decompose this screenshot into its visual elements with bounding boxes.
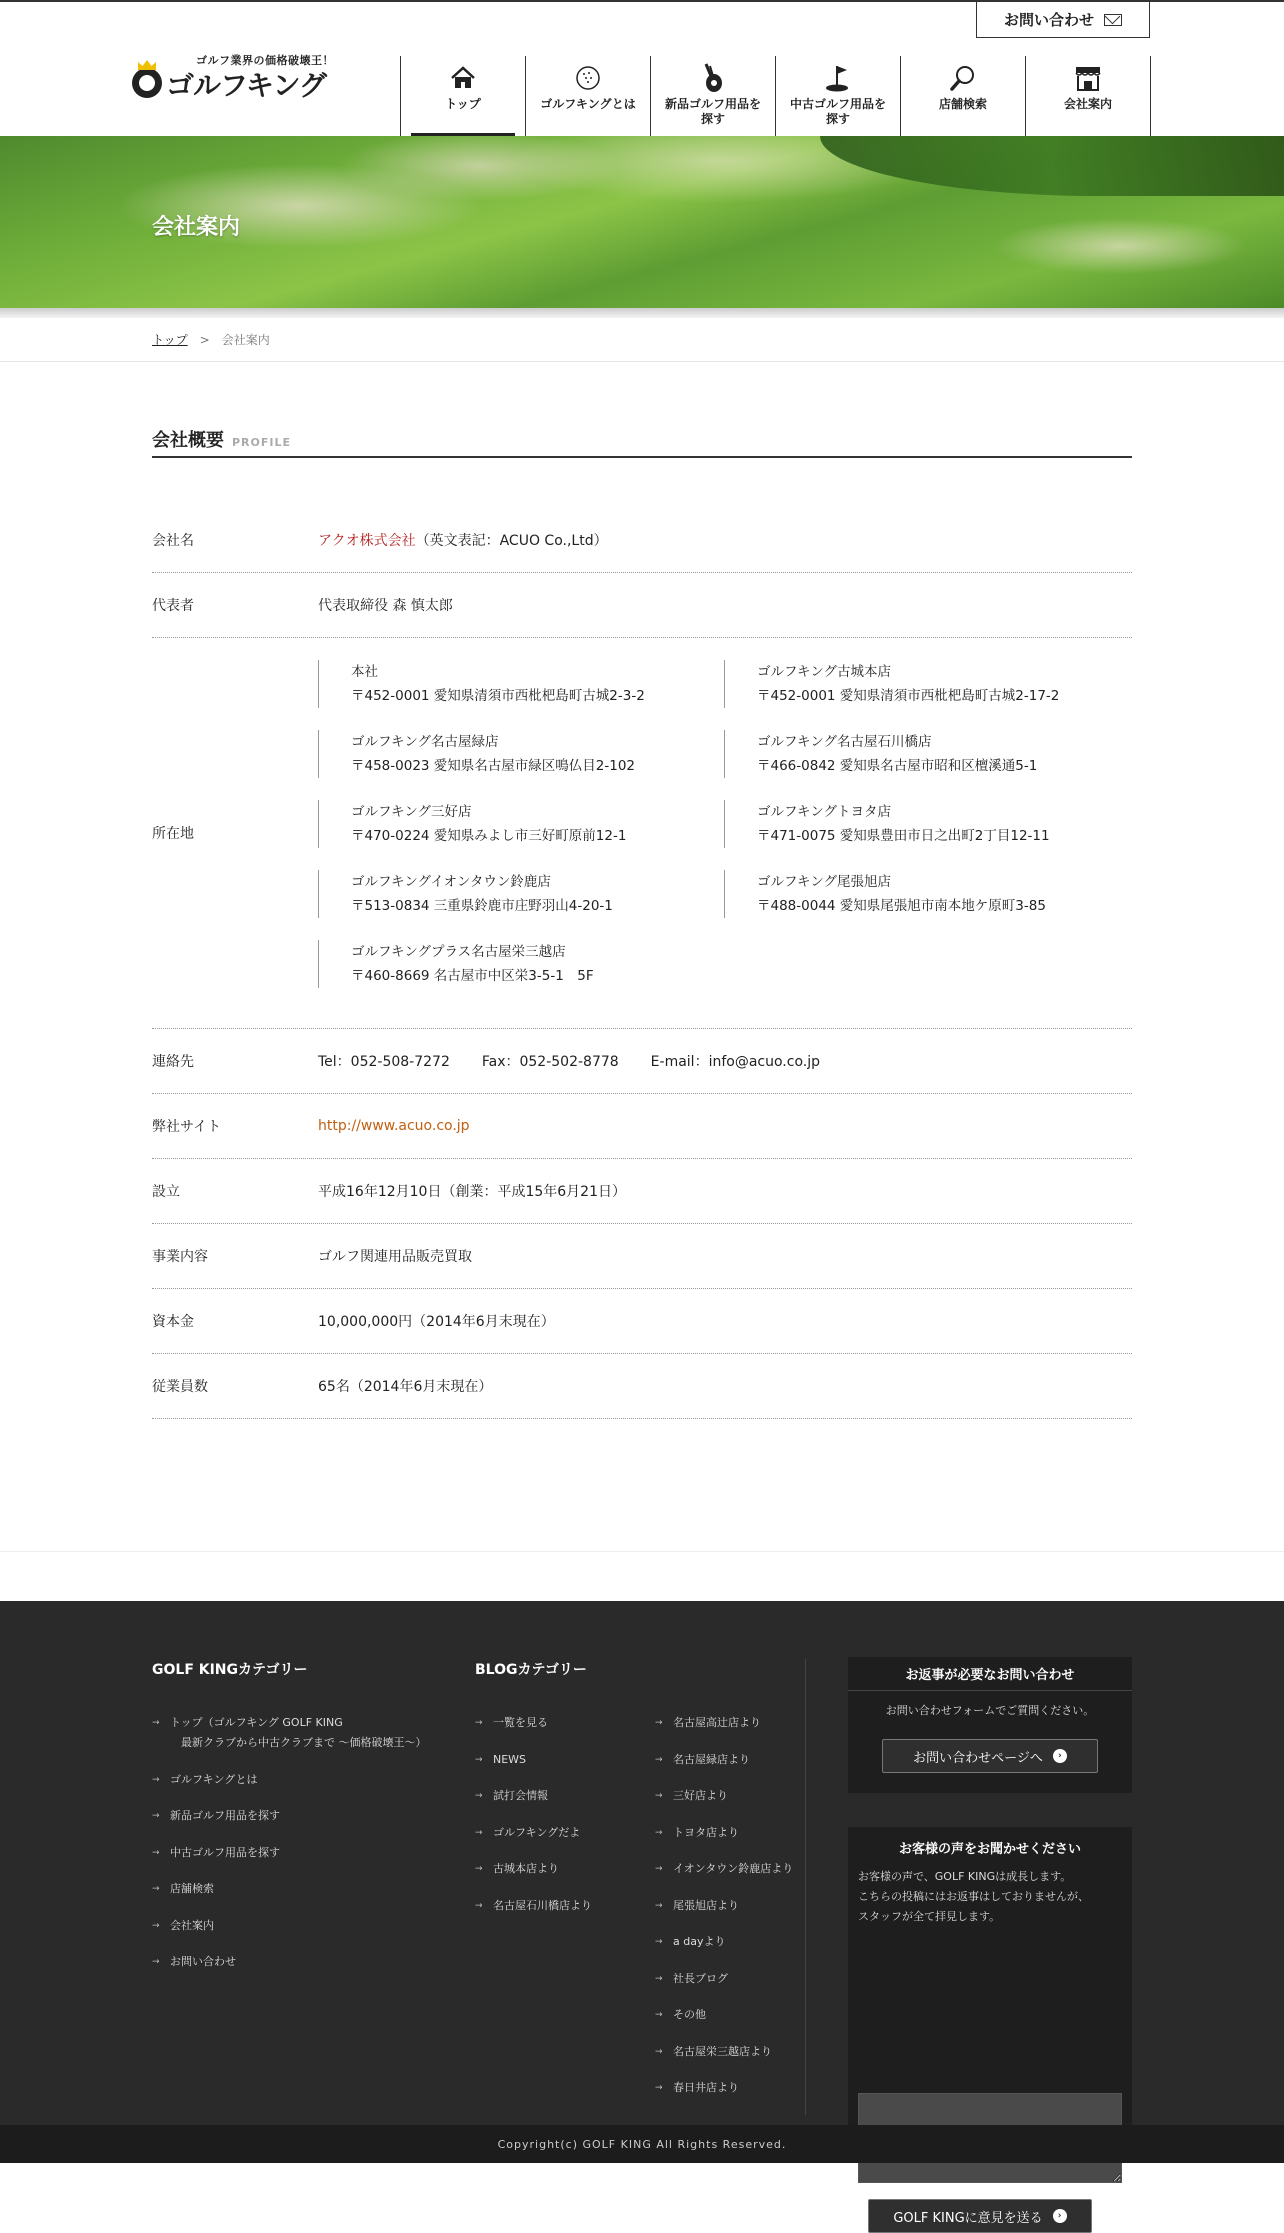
email-address: E‐mail：info@acuo.co.jp <box>650 1054 820 1070</box>
blog-link[interactable]: → NEWS <box>475 1750 645 1770</box>
copyright: Copyright(c) GOLF KING All Rights Reserved. <box>0 2125 1284 2163</box>
nav-top[interactable] <box>401 56 526 138</box>
blog-link[interactable]: → a dayより <box>655 1932 805 1952</box>
blog-link[interactable]: → 社長ブログ <box>655 1969 805 1989</box>
arrow-right-icon: › <box>1053 2209 1067 2223</box>
voice-box <box>848 1827 1132 2226</box>
row-label: 連絡先 <box>152 1054 194 1070</box>
footer-category-title: GOLF KINGカテゴリー <box>152 1662 308 1678</box>
row-value: 65名（2014年6月末現在） <box>318 1379 493 1395</box>
blog-link[interactable]: → イオンタウン鈴鹿店より <box>655 1859 805 1879</box>
company-en-name: （英文表記：ACUO Co.,Ltd） <box>415 533 608 549</box>
blog-link[interactable]: → 春日井店より <box>655 2078 805 2098</box>
blog-link[interactable]: → トヨタ店より <box>655 1823 805 1843</box>
hero-background-trees <box>820 136 1284 196</box>
address-name: ゴルフキングイオンタウン鈴鹿店 <box>351 874 551 890</box>
inquiry-title: お返事が必要なお問い合わせ <box>848 1657 1132 1691</box>
address-list <box>318 638 1132 1028</box>
address-item <box>318 730 724 778</box>
section-subtitle: PROFILE <box>232 436 292 449</box>
address-text: 〒513-0834 三重県鈴鹿市庄野羽山4-20-1 <box>351 898 613 914</box>
row-label: 資本金 <box>152 1314 194 1330</box>
row-label: 従業員数 <box>152 1379 208 1395</box>
footer-link[interactable]: → 店舗検索 <box>152 1879 452 1899</box>
golf-bag-icon <box>696 62 730 94</box>
send-feedback-label: GOLF KINGに意見を送る <box>893 2210 1043 2226</box>
nav-label: トップ <box>445 97 481 111</box>
blog-link[interactable]: → その他 <box>655 2005 805 2025</box>
address-name: ゴルフキング名古屋石川橋店 <box>757 734 932 750</box>
nav-label: 店舗検索 <box>938 97 987 111</box>
site-logo[interactable] <box>132 52 342 104</box>
home-icon <box>446 62 480 94</box>
row-label: 会社名 <box>152 533 194 549</box>
row-value: 平成16年12月10日（創業：平成15年6月21日） <box>318 1184 626 1200</box>
table-row <box>152 1094 1132 1159</box>
address-item <box>318 940 724 988</box>
address-item <box>318 800 724 848</box>
logo-text: ゴルフキング <box>166 69 327 102</box>
inquiry-page-button[interactable] <box>882 1739 1098 1773</box>
row-label: 代表者 <box>152 598 194 614</box>
global-nav <box>400 56 1151 138</box>
magnifier-icon <box>946 62 980 94</box>
address-name: 本社 <box>351 664 378 680</box>
table-row <box>152 1354 1132 1419</box>
address-name: ゴルフキングプラス名古屋栄三越店 <box>351 944 566 960</box>
address-text: 〒466-0842 愛知県名古屋市昭和区檀溪通5-1 <box>757 758 1038 774</box>
blog-link[interactable]: → 一覧を見る <box>475 1713 645 1733</box>
address-text: 〒460-8669 名古屋市中区栄3-5-1 5F <box>351 968 594 984</box>
table-row <box>152 1159 1132 1224</box>
address-item <box>318 660 724 708</box>
blog-link[interactable]: → 名古屋緑店より <box>655 1750 805 1770</box>
inquiry-box <box>848 1657 1132 1793</box>
address-text: 〒488-0044 愛知県尾張旭市南本地ケ原町3-85 <box>757 898 1046 914</box>
fax-number: Fax：052-502-8778 <box>481 1054 619 1070</box>
nav-store-search[interactable] <box>901 56 1026 138</box>
address-name: ゴルフキング尾張旭店 <box>757 874 892 890</box>
nav-company[interactable] <box>1026 56 1151 138</box>
page-title: 会社案内 <box>152 215 241 240</box>
address-name: ゴルフキングトヨタ店 <box>757 804 892 820</box>
blog-link[interactable]: → 試打会情報 <box>475 1786 645 1806</box>
blog-link[interactable]: → 名古屋石川橋店より <box>475 1896 645 1916</box>
company-name-link[interactable]: アクオ株式会社 <box>318 533 416 549</box>
row-value <box>318 530 1132 550</box>
footer-blog-list <box>475 1713 645 1932</box>
address-text: 〒452-0001 愛知県清須市西枇杷島町古城2-3-2 <box>351 688 645 704</box>
row-value: 10,000,000円（2014年6月末現在） <box>318 1314 555 1330</box>
address-name: ゴルフキング名古屋緑店 <box>351 734 499 750</box>
arrow-right-icon: › <box>1053 1749 1067 1763</box>
blog-link[interactable]: → 名古屋高辻店より <box>655 1713 805 1733</box>
footer-divider <box>805 1659 806 2115</box>
footer-link[interactable]: → お問い合わせ <box>152 1952 452 1972</box>
golf-king-crown-icon <box>132 68 162 98</box>
voice-text: お客様の声で、GOLF KINGは成長します。 こちらの投稿にはお返事はしておりませんが、 スタッフが全て拝見します。 <box>858 1870 1089 1923</box>
nav-label: ゴルフキングとは <box>540 97 636 111</box>
address-item <box>724 730 1130 778</box>
voice-title: お客様の声をお聞かせください <box>898 1841 1081 1857</box>
address-text: 〒458-0023 愛知県名古屋市緑区鳴仏目2-102 <box>351 758 636 774</box>
address-item <box>318 870 724 918</box>
nav-label: 新品ゴルフ用品を 探す <box>664 97 761 126</box>
site-header <box>0 0 1284 136</box>
send-feedback-button[interactable] <box>868 2199 1092 2233</box>
nav-new-goods[interactable] <box>651 56 776 138</box>
contact-button-label: お問い合わせ <box>1003 11 1094 29</box>
golf-ball-icon <box>571 62 605 94</box>
mail-icon <box>1104 14 1122 26</box>
breadcrumb-separator: > <box>199 332 210 347</box>
breadcrumb <box>0 318 1284 362</box>
footer-link[interactable]: → トップ（ゴルフキング GOLF KING 最新クラブから中古クラブまで 〜価格破壊王〜） <box>152 1713 452 1753</box>
section-title: 会社概要 <box>152 430 224 451</box>
footer-category-list <box>152 1713 452 1989</box>
nav-label: 会社案内 <box>1063 97 1112 111</box>
address-item <box>724 870 1130 918</box>
row-label: 設立 <box>152 1184 180 1200</box>
main-content <box>0 362 1284 1552</box>
address-text: 〒470-0224 愛知県みよし市三好町原前12-1 <box>351 828 627 844</box>
blog-link[interactable]: → 名古屋栄三越店より <box>655 2042 805 2062</box>
table-row <box>152 1289 1132 1354</box>
footer-blog-title: BLOGカテゴリー <box>475 1662 587 1678</box>
profile-table <box>152 508 1132 1419</box>
breadcrumb-home-link[interactable]: トップ <box>152 333 188 347</box>
table-row <box>152 1029 1132 1094</box>
nav-label: 中古ゴルフ用品を 探す <box>789 97 886 126</box>
nav-about[interactable] <box>526 56 651 138</box>
breadcrumb-current: 会社案内 <box>221 333 270 347</box>
address-text: 〒471-0075 愛知県豊田市日之出町2丁目12-11 <box>757 828 1050 844</box>
nav-used-goods[interactable] <box>776 56 901 138</box>
footer-link[interactable]: → ゴルフキングとは <box>152 1770 452 1790</box>
page-hero <box>0 136 1284 308</box>
footer-link[interactable]: → 会社案内 <box>152 1916 452 1936</box>
row-value <box>318 1051 1132 1071</box>
address-name: ゴルフキング三好店 <box>351 804 472 820</box>
blog-link[interactable]: → ゴルフキングだよ <box>475 1823 645 1843</box>
company-site-link[interactable]: http://www.acuo.co.jp <box>318 1118 470 1134</box>
table-row <box>152 1224 1132 1289</box>
contact-button[interactable] <box>976 2 1150 38</box>
address-name: ゴルフキング古城本店 <box>757 664 892 680</box>
logo-tagline: ゴルフ業界の価格破壊王！ <box>196 54 334 67</box>
inquiry-text: お問い合わせフォームでご質問ください。 <box>885 1704 1095 1717</box>
site-footer <box>0 1601 1284 2226</box>
store-icon <box>1071 62 1105 94</box>
blog-link[interactable]: → 三好店より <box>655 1786 805 1806</box>
blog-link[interactable]: → 古城本店より <box>475 1859 645 1879</box>
hero-divider <box>0 308 1284 318</box>
table-row <box>152 508 1132 573</box>
golf-flag-icon <box>821 62 855 94</box>
table-row <box>152 573 1132 638</box>
footer-link[interactable]: → 中古ゴルフ用品を探す <box>152 1843 452 1863</box>
address-text: 〒452-0001 愛知県清須市西枇杷島町古城2-17-2 <box>757 688 1060 704</box>
address-item <box>724 660 1130 708</box>
row-label: 事業内容 <box>152 1249 208 1265</box>
footer-blog-list-2 <box>655 1713 805 2115</box>
row-label: 所在地 <box>152 826 194 842</box>
row-value: 代表取締役 森 慎太郎 <box>318 598 453 614</box>
section-heading <box>152 426 1132 458</box>
row-label: 弊社サイト <box>152 1119 222 1135</box>
blog-link[interactable]: → 尾張旭店より <box>655 1896 805 1916</box>
row-value: ゴルフ関連用品販売買取 <box>318 1249 472 1265</box>
inquiry-button-label: お問い合わせページへ <box>913 1750 1043 1766</box>
tel-number: Tel：052-508-7272 <box>318 1054 450 1070</box>
row-value <box>318 1118 1132 1134</box>
footer-link[interactable]: → 新品ゴルフ用品を探す <box>152 1806 452 1826</box>
address-item <box>724 800 1130 848</box>
table-row <box>152 638 1132 1029</box>
